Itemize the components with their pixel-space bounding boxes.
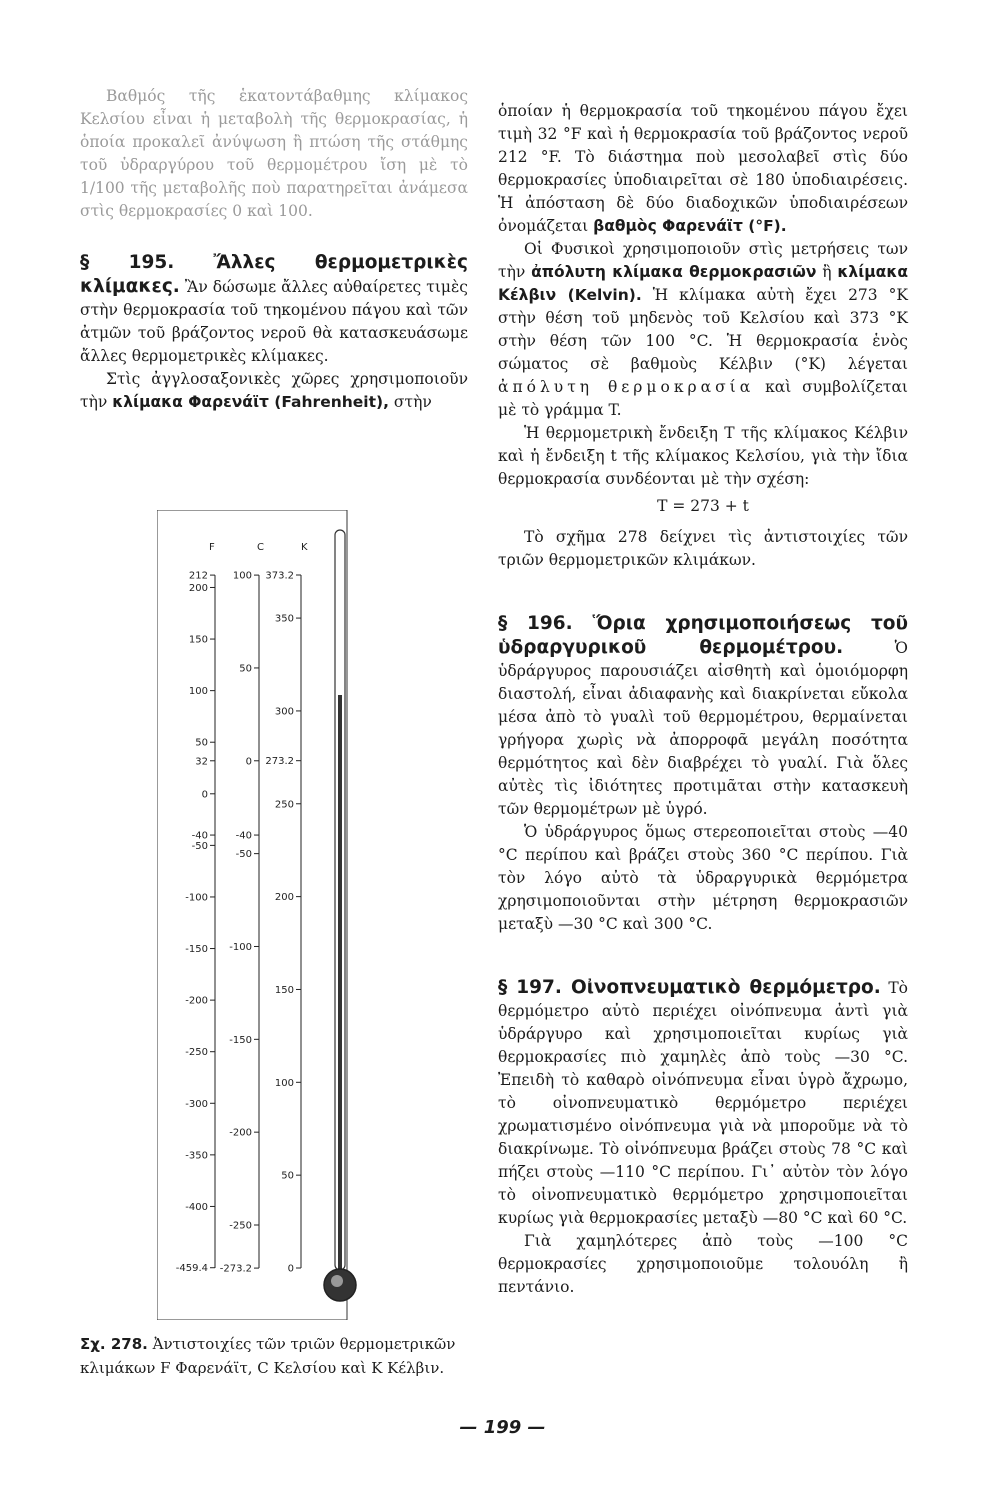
tick-label-k: 100 — [274, 1077, 294, 1089]
left-column — [80, 85, 468, 414]
tick-label-c: -150 — [229, 1034, 252, 1046]
intro-paragraph: Βαθμός τῆς ἑκατοντάβαθμης κλίμακος Κελσίου εἶναι ἡ μεταβολὴ τῆς θερμοκρασίας, ἡ ὁποία προκαλεῖ ἀνύψωση ἢ πτώση τῆς στάθμης τοῦ ὑδραργύρου τοῦ θερμομέτρου ἴση μὲ τὸ 1/100 τῆς μεταβολῆς ποὺ παρατηρεῖται ἀνάμεσα στὶς θερμοκρασίες 0 καὶ 100. — [80, 87, 468, 220]
equation: T = 273 + t — [657, 497, 749, 515]
right-paragraph-1: ὁποίαν ἡ θερμοκρασία τοῦ τηκομένου πάγου ἔχει τιμὴ 32 °F καὶ ἡ θερμοκρασία τοῦ βράζοντος νεροῦ 212 °F. Τὸ διάστημα ποὺ μεσολαβεῖ στὶς δύο θερμοκρασίες ὑποδιαιρεῖται σὲ 180 ὑποδιαιρέσεις. Ἡ ἀπόσταση δὲ δύο διαδοχικῶν ὑποδιαιρέσεων ὀνομάζεται βαθμὸς Φαρενάϊτ (°F). — [498, 102, 908, 235]
tick-label-c: -250 — [229, 1220, 252, 1232]
caption-label: Σχ. 278. — [80, 1335, 148, 1353]
tick-label-f: 50 — [195, 737, 208, 749]
tick-label-c: -273.2 — [219, 1263, 252, 1275]
tick-label-f: -300 — [185, 1098, 208, 1110]
header-k: K — [301, 542, 308, 553]
tick-label-f: -100 — [185, 892, 208, 904]
tick-label-k: 273.2 — [265, 756, 294, 768]
section-195-paragraph — [80, 251, 468, 368]
figure-caption — [80, 1332, 470, 1380]
absolute-scale-term: ἀπόλυτη κλίμακα θερμοκρασιῶν — [531, 263, 817, 281]
absolute-temperature-term: ἀπόλυτη θερμοκρασία — [498, 378, 755, 396]
tick-label-f: -400 — [185, 1201, 208, 1213]
tick-label-k: 350 — [274, 613, 294, 625]
tick-label-c: -100 — [229, 941, 252, 953]
tick-label-f: 212 — [188, 570, 208, 582]
section-195-paragraph-2: Στὶς ἀγγλοσαξονικὲς χῶρες χρησιμοποιοῦν τὴν κλίμακα Φαρενάϊτ (Fahrenheit), στὴν — [80, 370, 468, 411]
header-c: C — [257, 542, 264, 553]
tick-label-f: 32 — [195, 756, 208, 768]
section-195-title: § 195. Ἄλλες θερμομετρικὲς κλίμακες. — [80, 252, 468, 297]
section-195-text: Ἂν δώσωμε ἄλλες αὐθαίρετες τιμὲς στὴν θερμοκρασία τοῦ τηκομένου πάγου καὶ τῶν ἀτμῶν τοῦ βράζοντος νεροῦ θὰ κατασκευάσωμε ἄλλες θερμομετρικὲς κλίμακες. — [80, 278, 468, 365]
tick-label-c: 0 — [245, 756, 252, 768]
right-paragraph-2: Οἱ Φυσικοὶ χρησιμοποιοῦν στὶς μετρήσεις των τὴν ἀπόλυτη κλίμακα θερμοκρασιῶν ἢ κλίμακα Κέλβιν (Kelvin). Ἡ κλίμακα αὐτὴ ἔχει 273 °K στὴν θέση τοῦ μηδενὸς τοῦ Κελσίου καὶ 373 °K στὴν θέση τῶν 100 °C. Ἡ θερμοκρασία ἑνὸς σώματος σὲ βαθμοὺς Κέλβιν (°K) λέγεται ἀπόλυτη θερμοκρασία καὶ συμβολίζεται μὲ τὸ γράμμα T. — [498, 240, 909, 419]
thermometer-figure — [157, 510, 357, 1320]
section-197-title: § 197. Οἰνοπνευματικὸ θερμόμετρο. — [498, 977, 881, 998]
kelvin-term: κλίμακα Κέλβιν (Kelvin). — [498, 263, 908, 304]
degree-fahrenheit-term: βαθμὸς Φαρενάϊτ (°F). — [593, 217, 787, 235]
tick-label-f: 0 — [201, 789, 208, 801]
right-column — [498, 100, 908, 1299]
tick-label-k: 200 — [274, 892, 294, 904]
tick-label-f: 100 — [188, 686, 208, 698]
page-number: — 199 — — [459, 1417, 546, 1438]
tick-label-f: -350 — [185, 1150, 208, 1162]
tick-label-c: -200 — [229, 1127, 252, 1139]
header-f: F — [209, 542, 215, 553]
fahrenheit-term: κλίμακα Φαρενάϊτ (Fahrenheit), — [112, 393, 389, 411]
tick-label-f: 150 — [188, 634, 208, 646]
tick-label-k: 373.2 — [265, 570, 294, 582]
tick-label-c: -50 — [235, 849, 252, 861]
tick-label-k: 0 — [287, 1263, 294, 1275]
section-196-paragraph: § 196. Ὅρια χρησιμοποιήσεως τοῦ ὑδραργυρικοῦ θερμομέτρου. Ὁ ὑδράργυρος παρουσιάζει αἰσθητὴ καὶ ὁμοιόμορφη διαστολή, εἶναι ἀδιαφανὴς καὶ διακρίνεται εὔκολα μέσα ἀπὸ τὸ γυαλὶ τοῦ θερμομέτρου, θερμαίνεται γρήγορα χωρὶς νὰ ἀπορροφᾶ μεγάλη ποσότητα θερμότητος καὶ δὲν διαβρέχει τὸ γυαλί. Γιὰ ὅλες αὐτὲς τὶς ἰδιότητες προτιμᾶται στὴν κατασκευὴ τῶν θερμομέτρων μὲ ὑγρό. — [498, 613, 908, 818]
tick-label-c: -40 — [235, 830, 252, 842]
section-196-title: § 196. Ὅρια χρησιμοποιήσεως τοῦ ὑδραργυρικοῦ θερμομέτρου. — [498, 613, 908, 658]
tick-label-f: -40 — [191, 830, 208, 842]
tick-label-k: 150 — [274, 984, 294, 996]
tick-label-f: -200 — [185, 995, 208, 1007]
tick-label-k: 50 — [281, 1170, 294, 1182]
bulb-highlight — [331, 1275, 343, 1287]
tick-label-f: -150 — [185, 944, 208, 956]
tick-label-f: -250 — [185, 1047, 208, 1059]
tick-label-f: -459.4 — [175, 1263, 208, 1275]
tick-label-c: 50 — [239, 663, 252, 675]
caption-text: Ἀντιστοιχίες τῶν τριῶν θερμομετρικῶν κλιμάκων F Φαρενάϊτ, C Κελσίου καὶ K Κέλβιν. — [80, 1335, 456, 1377]
tick-label-c: 100 — [232, 570, 252, 582]
tick-label-k: 300 — [274, 706, 294, 718]
tick-label-f: 200 — [188, 582, 208, 594]
right-paragraph-4: Τὸ σχῆμα 278 δείχνει τὶς ἀντιστοιχίες τῶν τριῶν θερμομετρικῶν κλιμάκων. — [498, 528, 908, 569]
figure-frame — [157, 510, 347, 1320]
section-197-paragraph: § 197. Οἰνοπνευματικὸ θερμόμετρο. Τὸ θερμόμετρο αὐτὸ περιέχει οἰνόπνευμα ἀντὶ γιὰ ὑδράργυρο καὶ χρησιμοποιεῖται κυρίως γιὰ θερμοκρασίες πιὸ χαμηλὲς ἀπὸ τοὺς —30 °C. Ἐπειδὴ τὸ καθαρὸ οἰνόπνευμα εἶναι ὑγρὸ ἄχρωμο, τὸ οἰνοπνευματικὸ θερμόμετρο περιέχει χρωματισμένο οἰνόπνευμα γιὰ νὰ μποροῦμε νὰ τὸ διακρίνωμε. Τὸ οἰνόπνευμα βράζει στοὺς 78 °C καὶ πήζει στοὺς —110 °C περίπου. Γι᾿ αὐτὸν τὸν λόγο τὸ οἰνοπνευματικὸ θερμόμετρο χρησιμοποιεῖται κυρίως γιὰ θερμοκρασίες μεταξὺ —80 °C καὶ 60 °C. — [498, 977, 908, 1227]
section-197-paragraph-2: Γιὰ χαμηλότερες ἀπὸ τοὺς —100 °C θερμοκρασίες χρησιμοποιοῦμε τολουόλη ἢ πεντάνιο. — [498, 1232, 908, 1296]
tick-label-f: -50 — [191, 840, 208, 852]
section-196-paragraph-2: Ὁ ὑδράργυρος ὅμως στερεοποιεῖται στοὺς —40 °C περίπου καὶ βράζει στοὺς 360 °C περίπου. Γιὰ τὸν λόγο αὐτὸ τὰ ὑδραργυρικὰ θερμόμετρα χρησιμοποιοῦνται στὴν μέτρηση θερμοκρασιῶν μεταξὺ —30 °C καὶ 300 °C. — [498, 823, 908, 933]
right-paragraph-3: Ἡ θερμομετρικὴ ἔνδειξη T τῆς κλίμακος Κέλβιν καὶ ἡ ἔνδειξη t τῆς κλίμακος Κελσίου, γιὰ τὴν ἴδια θερμοκρασία συνδέονται μὲ τὴν σχέση: — [498, 424, 908, 488]
mercury-column — [338, 695, 342, 1275]
tick-label-k: 250 — [274, 799, 294, 811]
